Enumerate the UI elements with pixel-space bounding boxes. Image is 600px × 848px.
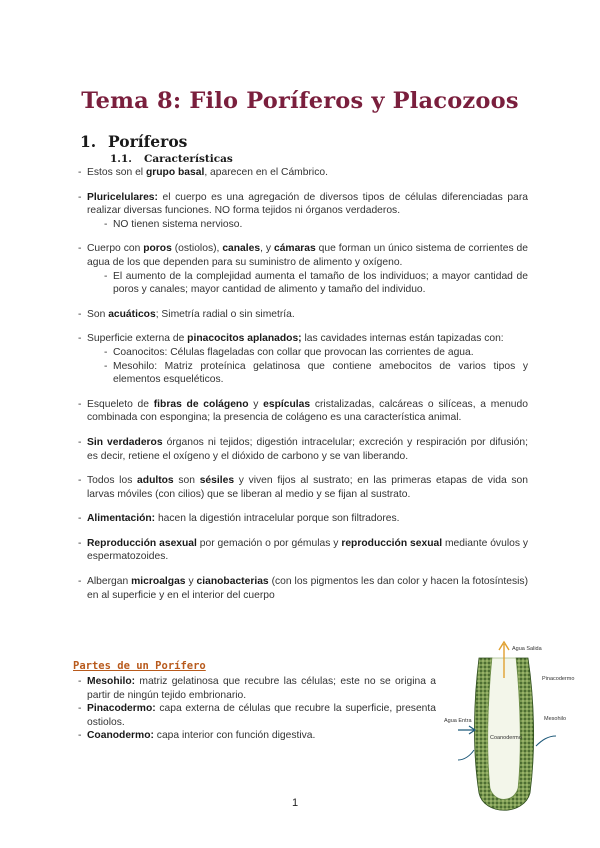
part-mesohilo: - Mesohilo: matriz gelatinosa que recubre las células; este no se origina a partir de ningún tejido embrionario. — [78, 675, 436, 702]
part-coanodermo: - Coanodermo: capa interior con función digestiva. — [78, 729, 436, 743]
label-water-in: Agua Entra — [444, 718, 472, 724]
section-number: 1. — [80, 132, 97, 151]
bullet-pluricelulares: - Pluricelulares: el cuerpo es una agregación de diversos tipos de células diferenciadas para realizar diversas funciones. NO forma tejidos ni órganos verdaderos. - NO tienen sistema nervioso. — [78, 191, 528, 232]
parts-list — [78, 675, 436, 743]
page-number: 1 — [292, 797, 299, 809]
subsection-title: Características — [144, 153, 233, 165]
bullet-cuerpo-poros: - Cuerpo con poros (ostiolos), canales, y cámaras que forman un único sistema de corrientes de agua de los que dependen para su suministro de alimento y oxígeno. - El aumento de la complejidad aumenta el tamaño de los individuos; a mayor cantidad de poros y canales; mayor cantidad de alimento y tamaño del individuo. — [78, 242, 528, 296]
document-title: Tema 8: Filo Poríferos y Placozoos — [81, 88, 519, 114]
sub-bullet-nervioso: - NO tienen sistema nervioso. — [87, 218, 528, 232]
bullet-adultos-sesiles: - Todos los adultos son sésiles y viven fijos al sustrato; en las primeras etapas de vida son larvas móviles (con cilios) que se liberan al medio y se fijan al sustrato. — [78, 474, 528, 501]
label-coanodermo: Coanodermo — [490, 735, 522, 741]
sub-bullet-coanocitos: - Coanocitos: Células flageladas con collar que provocan las corrientes de agua. — [87, 346, 528, 360]
water-in-arrow-right — [536, 736, 556, 746]
label-water-out: Agua Salida — [512, 646, 542, 652]
bullet-acuaticos: - Son acuáticos; Simetría radial o sin simetría. — [78, 308, 528, 322]
bullet-microalgas: - Albergan microalgas y cianobacterias (con los pigmentos les dan color y hacen la fotosíntesis) en al superficie y en el interior del cuerpo — [78, 575, 528, 602]
section-heading — [80, 132, 187, 151]
bullet-esqueleto: - Esqueleto de fibras de colágeno y espículas cristalizadas, calcáreas o silíceas, a menudo combinada con espongina; la presencia de colágeno es una característica animal. — [78, 398, 528, 425]
bullet-grupo-basal: - Estos son el grupo basal, aparecen en el Cámbrico. — [78, 166, 528, 180]
bullet-superficie: - Superficie externa de pinacocitos aplanados; las cavidades internas están tapizadas con: - Coanocitos: Células flageladas con collar que provocan las corrientes de agua. - Mesohilo: Matriz proteínica gelatinosa que contiene amebocitos de varios tipos y elementos esqueléticos. — [78, 332, 528, 386]
water-in-arrow-left-2 — [458, 750, 474, 760]
bullet-sin-verdaderos: - Sin verdaderos órganos ni tejidos; digestión intracelular; excreción y respiración por difusión; es decir, retiene el oxígeno y el dióxido de carbono y se van liberando. — [78, 436, 528, 463]
sponge-inner-cavity — [488, 658, 520, 799]
sub-bullet-complejidad: - El aumento de la complejidad aumenta el tamaño de los individuos; a mayor cantidad de poros y canales; mayor cantidad de alimento y tamaño del individuo. — [87, 270, 528, 297]
label-pinacodermo: Pinacodermo — [542, 676, 575, 682]
water-in-arrow-left — [458, 726, 475, 734]
sub-bullet-mesohilo: - Mesohilo: Matriz proteínica gelatinosa que contiene amebocitos de varios tipos y elementos esqueléticos. — [87, 360, 528, 387]
bullet-alimentacion: - Alimentación: hacen la digestión intracelular porque son filtradores. — [78, 512, 528, 526]
subsection-number: 1.1. — [110, 153, 132, 165]
label-mesohilo: Mesohilo — [544, 716, 567, 722]
characteristics-list — [78, 166, 528, 602]
parts-heading: Partes de un Porífero — [73, 660, 206, 672]
bullet-reproduccion: - Reproducción asexual por gemación o por gémulas y reproducción sexual mediante óvulos y espermatozoides. — [78, 537, 528, 564]
part-pinacodermo: - Pinacodermo: capa externa de células que recubre la superficie, presenta ostiolos. — [78, 702, 436, 729]
subsection-heading — [110, 153, 233, 165]
sponge-diagram — [444, 638, 594, 823]
section-title: Poríferos — [108, 132, 188, 151]
